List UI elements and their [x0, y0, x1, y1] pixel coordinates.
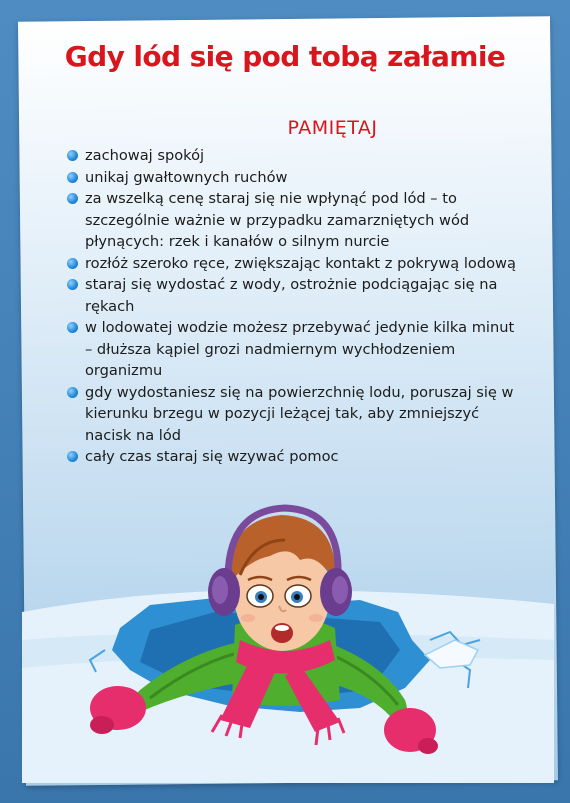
tip-text: rozłóż szeroko ręce, zwiększając kontakt z pokrywą lodową	[85, 254, 516, 272]
tips-list	[66, 145, 526, 468]
list-item	[66, 382, 526, 447]
blue-bullet-icon	[67, 150, 78, 161]
blue-bullet-icon	[67, 258, 78, 269]
tip-text: zachowaj spokój	[85, 147, 205, 164]
list-item	[66, 274, 526, 317]
poster-title: Gdy lód się pod tobą załamie	[64, 40, 506, 73]
blue-bullet-icon	[67, 172, 78, 183]
list-item	[66, 145, 526, 167]
list-item	[66, 253, 526, 275]
blue-bullet-icon	[67, 322, 78, 333]
tip-text: unikaj gwałtownych ruchów	[85, 168, 288, 186]
blue-bullet-icon	[67, 279, 78, 290]
blue-bullet-icon	[67, 193, 78, 204]
tip-text: staraj się wydostać z wody, ostrożnie podciągając się na rękach	[85, 276, 498, 315]
tip-text: za wszelką cenę staraj się nie wpłynąć pod lód – to szczególnie ważnie w przypadku zamarzniętych wód płynących: rzek i kanałów o silnym nurcie	[85, 190, 470, 250]
list-item	[66, 167, 526, 189]
tip-text: gdy wydostaniesz się na powierzchnię lodu, poruszaj się w kierunku brzegu w pozycji leżącej tak, aby zmniejszyć nacisk na lód	[85, 383, 514, 444]
poster-subtitle: PAMIĘTAJ	[287, 117, 378, 139]
blue-bullet-icon	[67, 451, 78, 462]
blue-bullet-icon	[67, 387, 78, 398]
list-item	[66, 446, 526, 468]
list-item	[66, 188, 526, 253]
tip-text: cały czas staraj się wzywać pomoc	[85, 448, 339, 465]
list-item	[66, 317, 526, 382]
tip-text: w lodowatej wodzie możesz przebywać jedynie kilka minut – dłuższa kąpiel grozi nadmiernym wychłodzeniem organizmu	[85, 319, 515, 379]
